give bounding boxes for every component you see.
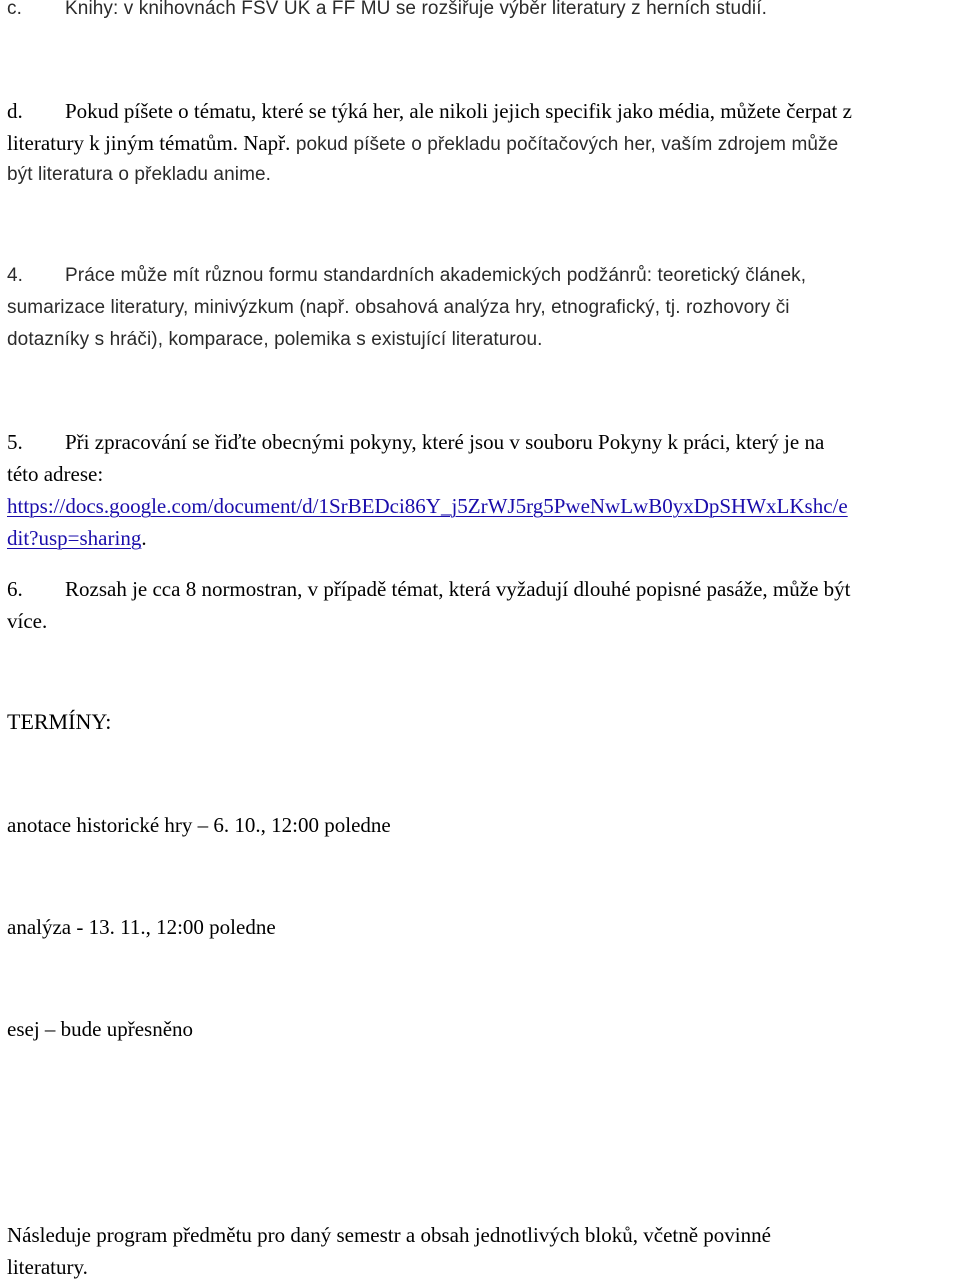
list-item-text: Rozsah je cca 8 normostran, v případě témat, která vyžadují dlouhé popisné pasáže, může být [65,577,851,601]
list-item-4 [7,260,957,356]
term-annotation [7,809,957,841]
list-item-d [7,95,957,191]
list-marker: 5. [7,430,23,454]
list-item-text: pokud píšete o překladu počítačových her, vaším zdrojem může [290,134,839,155]
list-item-5-line-2: této adrese: [7,462,104,486]
list-item-text: Práce může mít různou formu standardních akademických podžánrů: teoretický článek, [65,265,807,286]
term-analysis-text: analýza - 13. 11., 12:00 poledne [7,915,276,939]
list-item-5-link-line-2 [7,522,957,554]
list-item-4-line-2: sumarizace literatury, minivýzkum (např. obsahová analýza hry, etnografický, tj. rozhovory či [7,297,790,318]
list-item-6 [7,573,957,637]
closing-paragraph [7,1219,957,1283]
terms-heading-block [7,706,957,738]
list-marker: c. [7,0,22,19]
list-item-6-line-1 [7,573,957,605]
list-item-5 [7,426,957,554]
list-item-d-line-1 [7,95,957,127]
pokyny-link-continued[interactable]: dit?usp=sharing [7,526,142,550]
list-item-5-link-line-1 [7,490,957,522]
terms-heading: TERMÍNY: [7,709,112,734]
term-annotation-text: anotace historické hry – 6. 10., 12:00 poledne [7,813,391,837]
list-item-d-line-3: být literatura o překladu anime. [7,164,272,185]
closing-line-2: literatury. [7,1255,88,1279]
list-item-c-line [7,0,957,25]
list-item-c [7,0,957,25]
list-item-text: Pokud píšete o tématu, které se týká her, ale nikoli jejich specifik jako média, můžete čerpat z [65,99,852,123]
list-item-text: literatury k jiným tématům. Např. [7,131,291,155]
list-item-4-line-3: dotazníky s hráči), komparace, polemika s existující literaturou. [7,329,543,350]
list-marker: 4. [7,265,24,286]
list-item-6-line-2: více. [7,609,48,633]
pokyny-link[interactable]: https://docs.google.com/document/d/1SrBEDci86Y_j5ZrWJ5rg5PweNwLwB0yxDpSHWxLKshc/e [7,494,848,518]
list-item-5-line-1 [7,426,957,458]
term-analysis [7,911,957,943]
term-essay [7,1013,957,1045]
list-marker: 6. [7,577,23,601]
link-suffix: . [141,526,147,550]
list-item-text: Knihy: v knihovnách FSV UK a FF MU se rozšiřuje výběr literatury z herních studií. [65,0,767,19]
closing-line-1: Následuje program předmětu pro daný semestr a obsah jednotlivých bloků, včetně povinné [7,1223,771,1247]
list-item-text: Při zpracování se řiďte obecnými pokyny, které jsou v souboru Pokyny k práci, který je na [65,430,825,454]
list-marker: d. [7,99,23,123]
list-item-d-line-2 [7,127,957,159]
list-item-4-line-1 [7,260,957,292]
term-essay-text: esej – bude upřesněno [7,1017,194,1041]
